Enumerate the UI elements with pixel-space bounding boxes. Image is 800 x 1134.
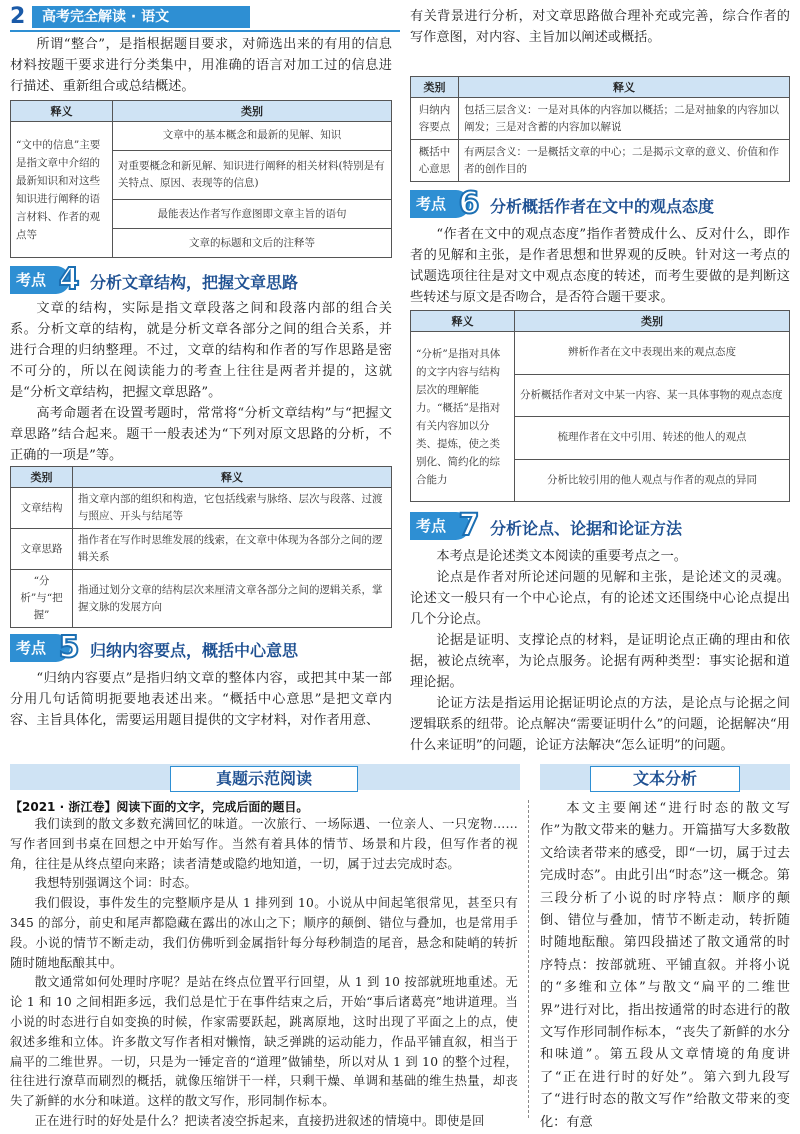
table-definition: “分析”是指对具体的文字内容与结构层次的理解能力。“概括”是指对有关内容加以分类、提炼，使之类别化、简约化的综合能力: [411, 332, 515, 502]
table-cell: 指文章内部的组织和构造，它包括线索与脉络、层次与段落、过渡与照应、开头与结尾等: [73, 488, 392, 529]
kd-number: 4: [58, 262, 80, 297]
analysis-section-title: 文本分析: [590, 766, 740, 792]
table-header: 释义: [11, 101, 113, 122]
table-definition: “文中的信息”主要是指文章中介绍的最新知识和对这些知识进行阐释的语言材料、作者的观点等: [11, 122, 113, 258]
question-source: 【2021 · 浙江卷】阅读下面的文字，完成后面的题目。: [10, 800, 309, 814]
table-header: 类别: [11, 467, 73, 488]
table-category: 概括中心意思: [411, 140, 459, 182]
summary-table: [410, 76, 790, 182]
table-cell: 分析比较引用的他人观点与作者的观点的异同: [515, 459, 790, 502]
table-cell: 最能表达作者写作意图即文章主旨的语句: [113, 200, 392, 229]
info-table: [10, 100, 392, 258]
table-cell: 指作者在写作时思维发展的线索，在文章中体现为各部分之间的逻辑关系: [73, 529, 392, 570]
intro-paragraph: 所谓“整合”，是指根据题目要求，对筛选出来的有用的信息材料按题干要求进行分类集中，用准确的语言对加工过的信息进行描述、重新组合或总结概述。: [10, 37, 392, 94]
page-number: 2: [10, 4, 26, 29]
table-cell: 文章中的基本概念和最新的见解、知识: [113, 122, 392, 151]
table-header: 释义: [459, 77, 790, 98]
table-header: 类别: [515, 311, 790, 332]
paragraph: 本考点是论述类文本阅读的重要考点之一。: [436, 549, 687, 564]
kd4-body: [10, 298, 392, 466]
kd-title: 分析文章结构，把握文章思路: [90, 273, 299, 292]
table-header: 释义: [73, 467, 392, 488]
kd-tag: 考点: [410, 190, 470, 218]
kd-title: 分析论点、论据和论证方法: [490, 519, 683, 538]
reading-body: [10, 798, 518, 1132]
header-rule: [10, 30, 400, 32]
paragraph: “作者在文中的观点态度”指作者赞成什么、反对什么，即作者的见解和主张，是作者思想和世界观的反映。针对这一考点的试题选项往往是对文中观点态度的转述，而考生要做的是判断这些转述与原文是否吻合，是否符合题干要求。: [410, 227, 790, 305]
paragraph: 论据是证明、支撑论点的材料，是证明论点正确的理由和依据，被论点统率，为论点服务。论据有两种类型：事实论据和道理论据。: [410, 633, 790, 690]
kd7-body: [410, 546, 790, 756]
kd-number: 6: [458, 186, 480, 221]
viewpoint-table: [410, 310, 790, 502]
table-header: 类别: [113, 101, 392, 122]
reading-paragraph: 散文通常如何处理时序呢？是站在终点位置平行回望，从 1 到 10 按部就班地重述。无论 1 和 10 之间相距多远，我们总是忙于在事件结束之后，开始“事后诸葛亮”地讲道理。当小说的时态进行自如变换的时候，作家需要跃起，跳离原地，这时出现了平面之上的点，使叙述多维和立体。许多散文写作者相对懒惰，缺乏弹跳的运动能力，作品平铺直叙，相当于扁平的二维世界。一切，只是为一锤定音的“道理”做铺垫，所以对从 1 到 10 的整个过程，往往进行潦草而刷烈的概括，就像压缩饼干一样，只剩干燥、单调和基础的维生热量，却丧失了新鲜的水分和味道。这样的散文写作，形同制作标本。: [10, 975, 518, 1109]
structure-table: [10, 466, 392, 628]
table-header: 释义: [411, 311, 515, 332]
paragraph: 论点是作者对所论述问题的见解和主张，是论述文的灵魂。论述文一般只有一个中心论点，有的论述文还围绕中心论点提出几个分论点。: [410, 570, 790, 627]
kd-number: 7: [458, 508, 480, 543]
table-category: 文章结构: [11, 488, 73, 529]
table-cell: 对重要概念和新见解、知识进行阐释的相关材料(特别是有关特点、原因、表现等的信息): [113, 150, 392, 199]
paragraph: 论证方法是指运用论据证明论点的方法，是论点与论据之间逻辑联系的纽带。论点解决“需要证明什么”的问题，论据解决“用什么来证明”的问题，论证方法解决“怎么证明”的问题。: [410, 696, 790, 753]
paragraph: 高考命题者在设置考题时，常常将“分析文章结构”与“把握文章思路”结合起来。题干一般表述为“下列对原文思路的分析，不正确的一项是”等。: [10, 406, 392, 463]
kd4-heading: [10, 262, 392, 297]
table-cell: 有两层含义：一是概括文章的中心；二是揭示文章的意义、价值和作者的创作目的: [459, 140, 790, 182]
table-category: 文章思路: [11, 529, 73, 570]
reading-paragraph: 我们读到的散文多数充满回忆的味道。一次旅行、一场际遇、一位亲人、一只宠物……写作者回到书桌在回想之中开始写作。当然有着具体的情节、场景和片段，但写作者的视角，往往是从终点望向来路；读者清楚或隐约地知道，一切，属于过去完成时态。: [10, 817, 518, 871]
book-title: 高考完全解读 · 语文: [32, 6, 250, 28]
kd-title: 分析概括作者在文中的观点态度: [490, 197, 715, 216]
kd-tag: 考点: [10, 266, 70, 294]
kd-number: 5: [58, 630, 80, 665]
paragraph: “归纳内容要点”是指归纳文章的整体内容，或把其中某一部分用几句话简明扼要地表述出来。“概括中心意思”是把文章内容、主旨具体化，需要运用题目提供的文字材料，对作者用意、: [10, 671, 392, 728]
column-divider: [528, 800, 529, 1118]
table-cell: 分析概括作者对文中某一内容、某一具体事物的观点态度: [515, 374, 790, 417]
kd6-heading: [410, 186, 790, 221]
table-cell: 辨析作者在文中表现出来的观点态度: [515, 332, 790, 375]
table-cell: 文章的标题和文后的注释等: [113, 229, 392, 258]
table-cell: 指通过划分文章的结构层次来厘清文章各部分之间的逻辑关系，掌握文脉的发展方向: [73, 570, 392, 628]
table-cell: 梳理作者在文中引用、转述的他人的观点: [515, 417, 790, 460]
kd5-heading: [10, 630, 392, 665]
reading-section-title: 真题示范阅读: [170, 766, 358, 792]
table-header: 类别: [411, 77, 459, 98]
reading-paragraph: 我们假设，事件发生的完整顺序是从 1 排列到 10。小说从中间起笔很常见，甚至只有 345 的部分，前史和尾声都隐藏在露出的冰山之下；顺序的颠倒、错位与叠加，也是常用手段。小说的情节不断走动，我们仿佛听到金属指针每分每秒制造的尾音，悬念和陡峭的转折随时随地酝酿其中。: [10, 896, 518, 970]
reading-paragraph: 我想特别强调这个词：时态。: [34, 876, 198, 891]
kd-tag: 考点: [410, 512, 470, 540]
kd7-heading: [410, 508, 790, 543]
table-category: “分析”与“把握”: [11, 570, 73, 628]
paragraph: 有关背景进行分析，对文章思路做合理补充或完善，综合作者的写作意图，对内容、主旨加以阐述或概括。: [410, 9, 790, 45]
analysis-paragraph: 本文主要阐述“进行时态的散文写作”为散文带来的魅力。开篇描写大多数散文给读者带来的感受，即“一切，属于过去完成时态”。由此引出“时态”这一概念。第三段分析了小说的时序特点：顺序的颠倒、错位与叠加，情节不断走动，转折随时随地酝酿。第四段描述了散文通常的时序特点：按部就班、平铺直叙。并将小说的“多维和立体”与散文“扁平的二维世界”进行对比，指出按通常的时态进行的散文写作形同制作标本，“丧失了新鲜的水分和味道”。第五段从文章情境的角度讲了“正在进行时的好处”。第六到九段写了“进行时态的散文写作”给散文带来的变化：有意: [540, 801, 790, 1130]
kd-title: 归纳内容要点，概括中心意思: [90, 641, 299, 660]
kd-tag: 考点: [10, 634, 70, 662]
paragraph: 文章的结构，实际是指文章段落之间和段落内部的组合关系。分析文章的结构，就是分析文章各部分之间的组合关系，并进行合理的归纳整理。不过，文章的结构和作者的写作思路是密不可分的，所以在阅读能力的考查上往往是两者并提的，这就是“分析文章结构，把握文章思路”。: [10, 301, 392, 400]
reading-paragraph: 正在进行时的好处是什么？把读者凌空拆起来，直接扔进叙述的情境中。即使是回: [34, 1113, 485, 1128]
table-category: 归纳内容要点: [411, 98, 459, 140]
table-cell: 包括三层含义：一是对具体的内容加以概括；二是对抽象的内容加以阐发；三是对含蓄的内容加以解说: [459, 98, 790, 140]
